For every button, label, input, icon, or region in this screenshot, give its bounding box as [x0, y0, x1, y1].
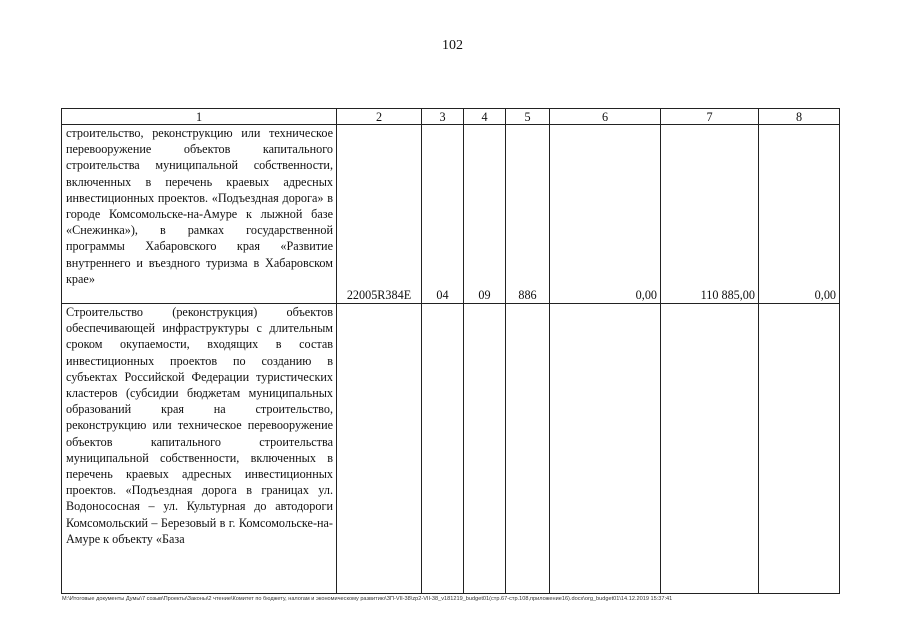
header-col-7: 7	[661, 109, 759, 125]
amount-col-7	[661, 304, 759, 594]
amount-col-6: 0,00	[550, 125, 661, 304]
header-col-2: 2	[337, 109, 422, 125]
expense-type-code	[506, 304, 550, 594]
amount-col-6	[550, 304, 661, 594]
header-col-4: 4	[464, 109, 506, 125]
section-code	[422, 304, 464, 594]
footer-file-path: M:\Итоговые документы Думы\7 созыв\Проекты\Законы\2 чтение\Комитет по бюджету, налогам и экономическому развитию\ЗП-VII-38\zp2-VII-38_v181219_budget01(стр.67-стр.108,приложение16).docx\org_budget01\14.12.2019 15:37:41	[62, 596, 673, 602]
page-number: 102	[442, 38, 463, 53]
header-col-3: 3	[422, 109, 464, 125]
target-code: 22005R384E	[337, 125, 422, 304]
amount-col-7: 110 885,00	[661, 125, 759, 304]
expense-type-code: 886	[506, 125, 550, 304]
header-col-6: 6	[550, 109, 661, 125]
amount-col-8	[759, 304, 840, 594]
section-code: 04	[422, 125, 464, 304]
header-col-1: 1	[62, 109, 337, 125]
table-header-row	[62, 109, 840, 125]
subsection-code: 09	[464, 125, 506, 304]
header-col-5: 5	[506, 109, 550, 125]
amount-col-8: 0,00	[759, 125, 840, 304]
row-description: строительство, реконструкцию или техническое перевооружение объектов капитального строительства муниципальной собственности, включенных в перечень краевых адресных инвестиционных проектов. «Подъездная дорога» в городе Комсомольске-на-Амуре к лыжной базе «Снежинка»), в рамках государственной программы Хабаровского края «Развитие внутреннего и въездного туризма в Хабаровском крае»	[62, 125, 337, 304]
target-code	[337, 304, 422, 594]
budget-table	[61, 108, 840, 594]
table-row	[62, 304, 840, 594]
header-col-8: 8	[759, 109, 840, 125]
subsection-code	[464, 304, 506, 594]
table-row	[62, 125, 840, 304]
row-description: Строительство (реконструкция) объектов обеспечивающей инфраструктуры с длительным сроком окупаемости, входящих в состав инвестиционных проектов по созданию в субъектах Российской Федерации туристических кластеров (субсидии бюджетам муниципальных образований края на строительство, реконструкцию или техническое перевооружение объектов капитального строительства муниципальной собственности, включенных в перечень краевых адресных инвестиционных проектов. «Подъездная дорога в границах ул. Водонососная – ул. Культурная до автодороги Комсомольский – Березовый в г. Комсомольске-на-Амуре к объекту «База	[62, 304, 337, 594]
